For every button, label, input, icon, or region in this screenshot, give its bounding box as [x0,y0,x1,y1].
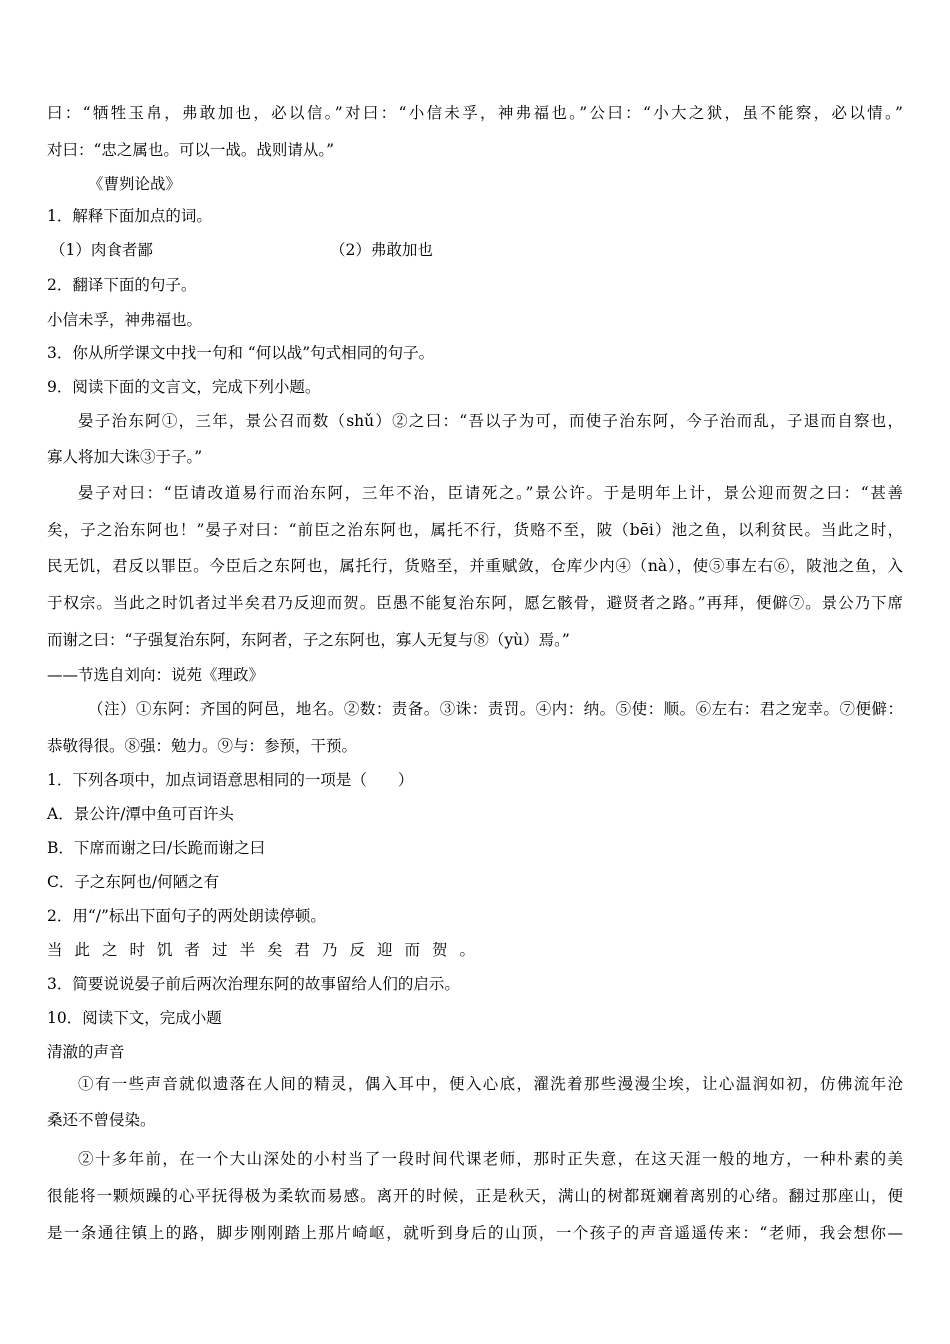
subquestion: （2）弗敢加也 [330,241,433,259]
text-title: 《曹刿论战》 [88,175,182,193]
section-heading: 10．阅读下文，完成小题 [47,1009,222,1027]
article-line: 是一条通往镇上的路，脚步刚刚踏上那片崎岖，就听到身后的山顶，一个孩子的声音遥遥传来：“老师，我会想你— [47,1224,903,1242]
question-heading: 1．下列各项中，加点词语意思相同的一项是（ ） [47,771,414,789]
article-line: 很能将一颗烦躁的心平抚得极为柔软而易感。离开的时候，正是秋天，满山的树都斑斓着离别的心绪。翻过那座山，便 [47,1187,903,1205]
question-heading: 2．翻译下面的句子。 [47,276,197,294]
text-line: 曰：“牺牲玉帛，弗敢加也，必以信。”对曰：“小信未孚，神弗福也。”公曰：“小大之狱，虽不能察，必以情。” [47,104,903,122]
text-line: 对曰：“忠之属也。可以一战。战则请从。” [47,141,335,159]
option-a: A．景公许/潭中鱼可百许头 [47,805,234,823]
article-line: 桑还不曾侵染。 [47,1111,156,1129]
question-heading: 3．你从所学课文中找一句和 “何以战”句式相同的句子。 [47,344,435,362]
passage-line: 矣，子之治东阿也！”晏子对曰：“前臣之治东阿也，属托不行，货赂不至，陂（bēi）池之鱼，以利贫民。当此之时， [47,521,903,539]
subquestion: （1）肉食者鄙 [50,241,153,259]
pause-sentence: 当此之时饥者过半矣君乃反迎而贺。 [47,941,488,959]
article-line: ①有一些声音就似遗落在人间的精灵，偶入耳中，便入心底，濯洗着那些漫漫尘埃，让心温润如初，仿佛流年沧 [78,1075,903,1093]
article-line: ②十多年前，在一个大山深处的小村当了一段时间代课老师，那时正失意，在这天涯一般的地方，一种朴素的美 [78,1150,903,1168]
question-heading: 3．简要说说晏子前后两次治理东阿的故事留给人们的启示。 [47,975,460,993]
option-c: C．子之东阿也/何陋之有 [47,873,220,891]
passage-line: 于权宗。当此之时饥者过半矣君乃反迎而贺。臣愚不能复治东阿，愿乞骸骨，避贤者之路。”再拜，便僻⑦。景公乃下席 [47,594,903,612]
question-heading: 2．用“/”标出下面句子的两处朗读停顿。 [47,907,326,925]
passage-line: 晏子对曰：“臣请改道易行而治东阿，三年不治，臣请死之。”景公许。于是明年上计，景公迎而贺之曰：“甚善 [78,484,903,502]
notes-line: 恭敬得很。⑧强：勉力。⑨与：参预，干预。 [47,737,358,755]
section-heading: 9．阅读下面的文言文，完成下列小题。 [47,378,321,396]
source-line: ——节选自刘向：说苑《理政》 [47,666,265,684]
passage-line: 民无饥，君反以罪臣。今臣后之东阿也，属托行，货赂至，并重赋敛，仓库少内④（nà），使⑤事左右⑥，陂池之鱼，入 [47,557,903,575]
notes-line: （注）①东阿：齐国的阿邑，地名。②数：责备。③诛：责罚。④内：纳。⑤使：顺。⑥左右：君之宠幸。⑦便僻： [88,700,903,718]
passage-line: 晏子治东阿①，三年，景公召而数（shǔ）②之曰：“吾以子为可，而使子治东阿，今子治而乱，子退而自察也， [78,412,903,430]
option-b: B．下席而谢之曰/长跪而谢之曰 [47,839,266,857]
passage-line: 而谢之曰：“子强复治东阿，东阿者，子之东阿也，寡人无复与⑧（yù）焉。” [47,631,570,649]
text-line: 小信未孚，神弗福也。 [47,311,203,329]
passage-line: 寡人将加大诛③于子。” [47,448,203,466]
article-title: 清澈的声音 [47,1043,125,1061]
question-heading: 1．解释下面加点的词。 [47,207,212,225]
